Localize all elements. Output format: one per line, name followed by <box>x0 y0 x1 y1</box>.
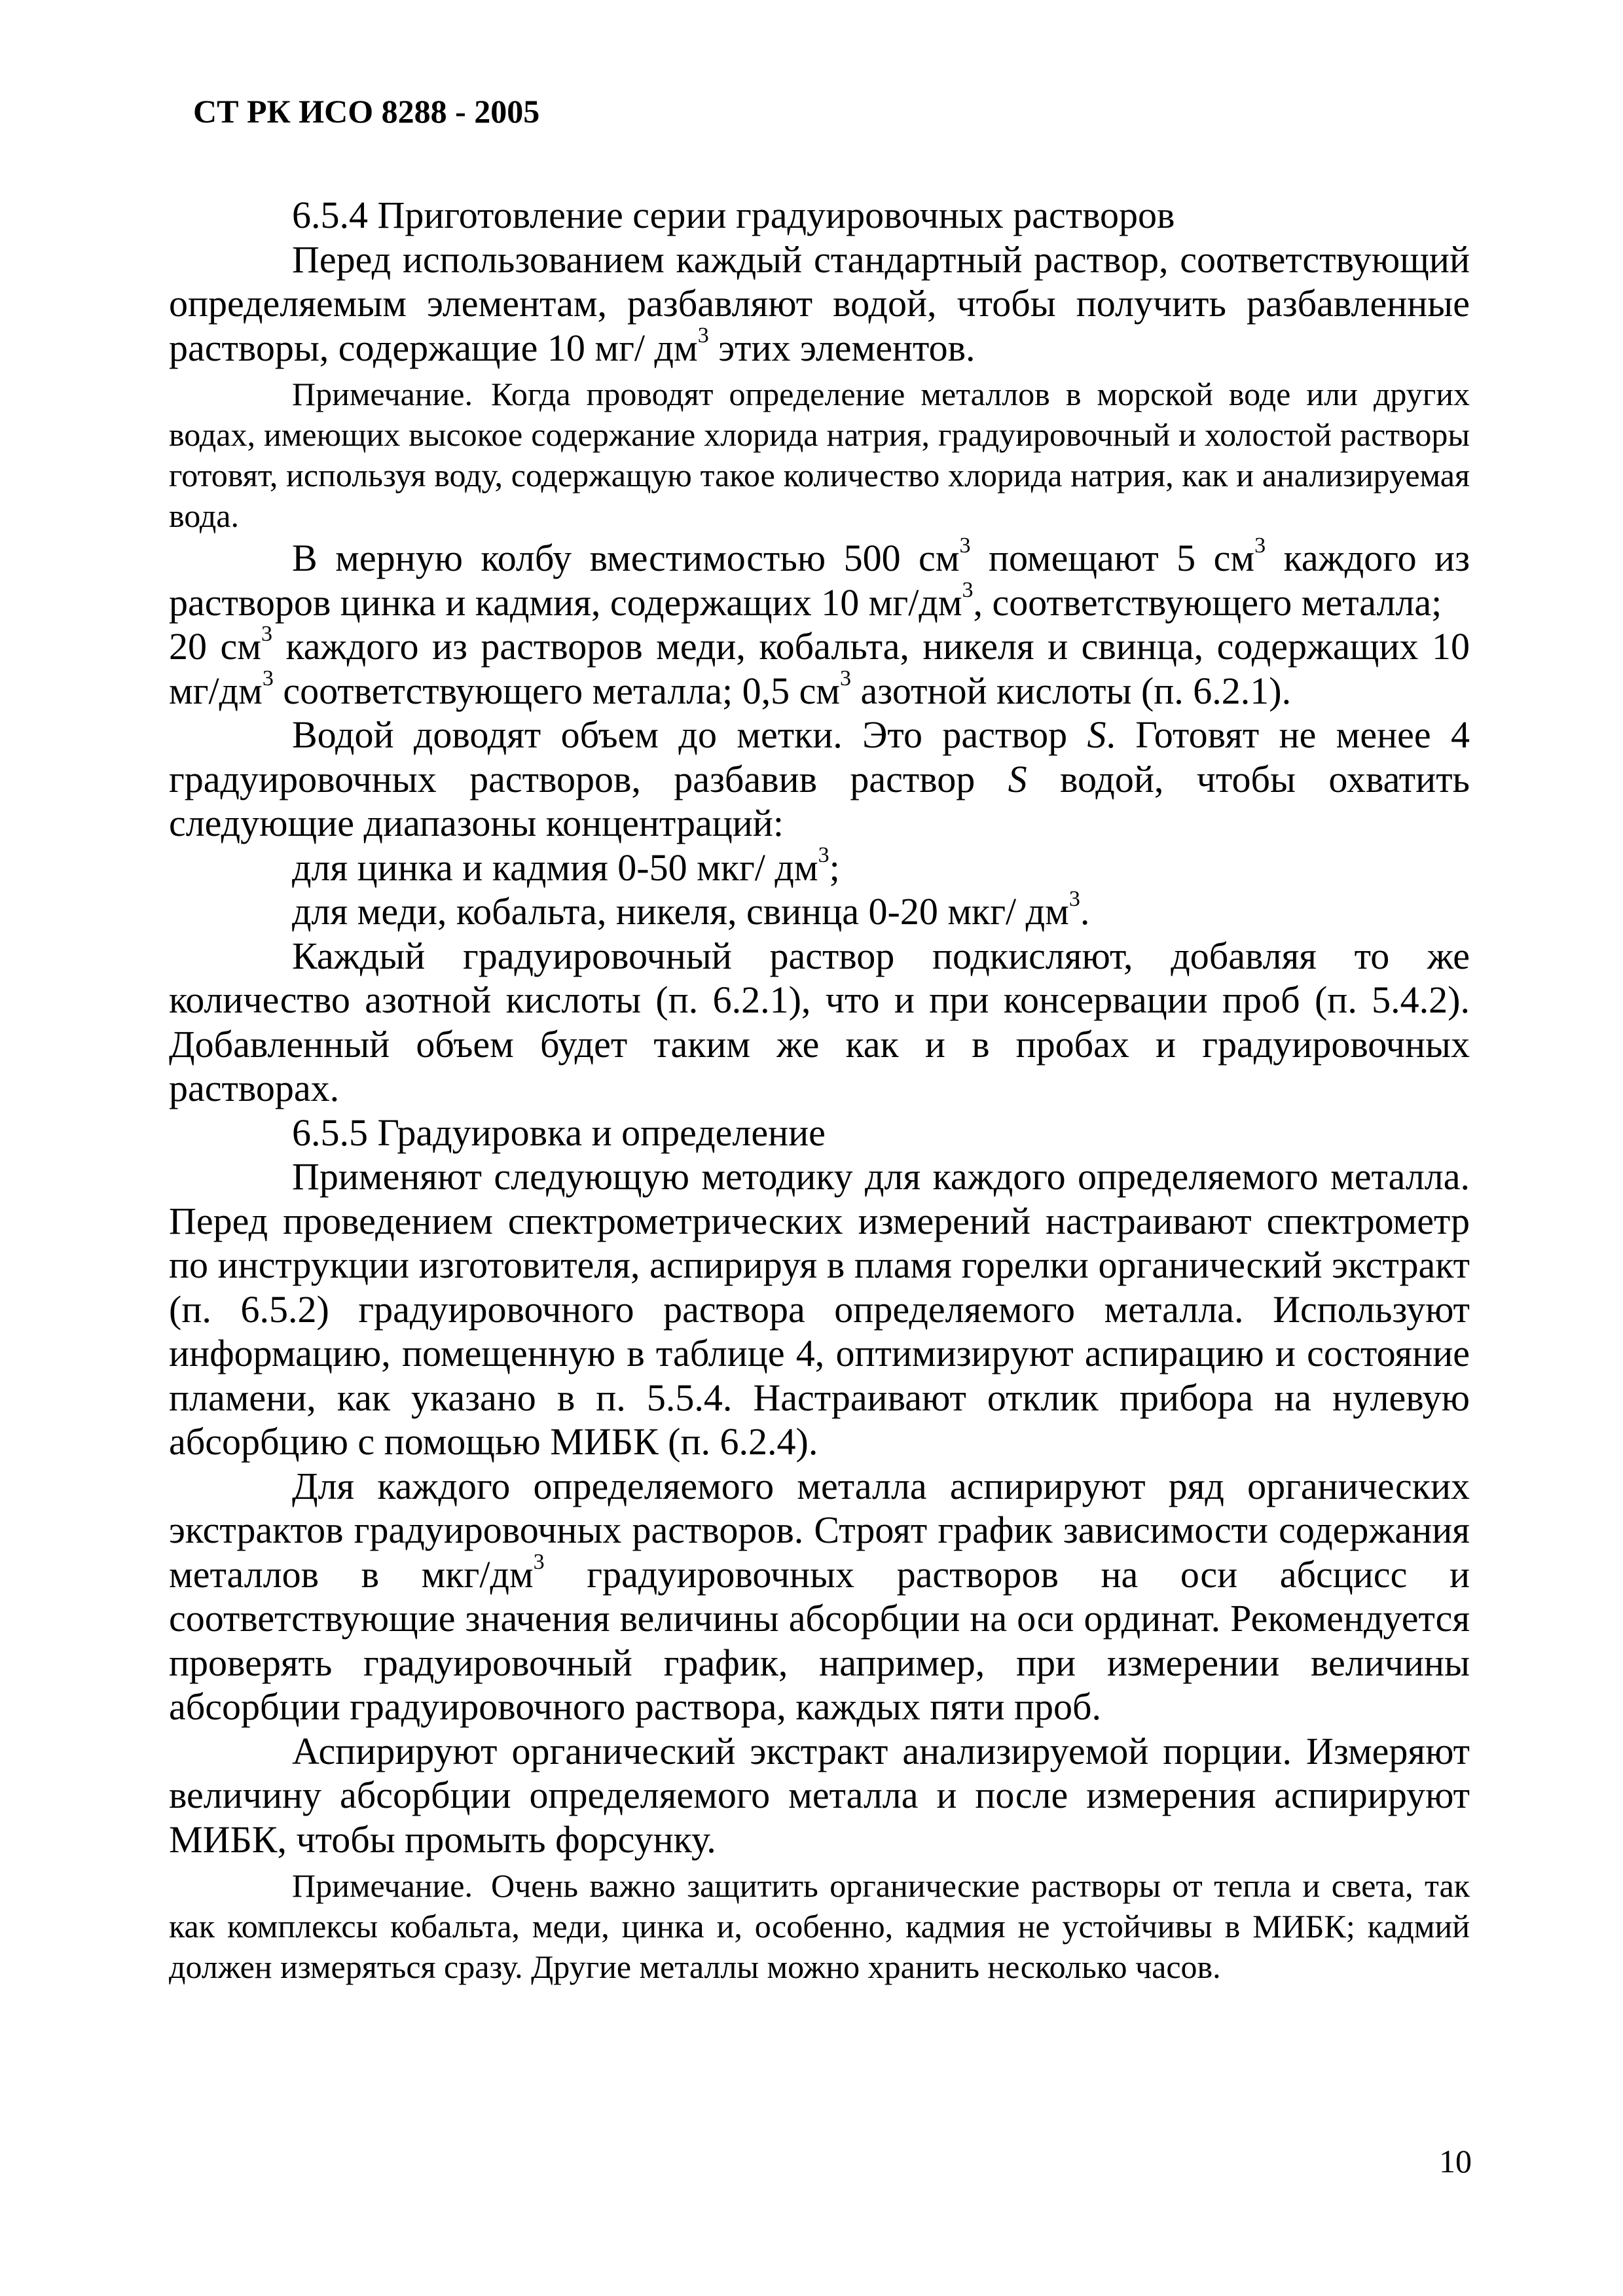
text-run: Водой доводят объем до метки. Это раствор <box>292 713 1087 756</box>
paragraph-acidify: Каждый градуировочный раствор подкисляют, добавляя то же количество азотной кислоты (п. 6.2.1), что и при консервации проб (п. 5.4.2). Добавленный объем будет таким же как и в пробах и градуировочных растворах. <box>169 934 1470 1109</box>
superscript: 3 <box>261 622 272 646</box>
text-run: , соответствующего металла; <box>973 581 1442 624</box>
range-item-copper-lead <box>169 889 1470 934</box>
superscript: 3 <box>840 666 852 691</box>
superscript: 3 <box>962 577 974 602</box>
page-content <box>169 193 1470 1987</box>
text-run: соответствующего металла; 0,5 см <box>273 669 841 712</box>
text-run: каждого из растворов меди, кобальта, никеля и свинца, содержащих 10 мг/дм <box>169 625 1470 712</box>
paragraph-copper-cobalt <box>169 624 1470 713</box>
superscript: 3 <box>1068 887 1080 911</box>
note-text: Очень важно защитить органические растворы от тепла и света, так как комплексы кобальта, меди, цинка и, особенно, кадмия не устойчивы в МИБК; кадмий должен измеряться сразу. Другие металлы можно хранить несколько часов. <box>169 1867 1470 1985</box>
paragraph-aspirate: Аспирируют органический экстракт анализируемой порции. Измеряют величину абсорбции определяемого металла и после измерения аспирируют МИБК, чтобы промыть форсунку. <box>169 1729 1470 1861</box>
variable-s: S <box>1087 713 1106 756</box>
paragraph-solution-s <box>169 713 1470 846</box>
superscript: 3 <box>818 842 830 867</box>
superscript: 3 <box>959 533 971 558</box>
note-seawater <box>169 374 1470 536</box>
text-run: ; <box>829 846 840 889</box>
superscript: 3 <box>1254 533 1266 558</box>
note-label: Примечание. <box>292 1867 473 1904</box>
text-run: каждого из растворов цинка и кадмия, содержащих 10 мг/дм <box>169 537 1470 624</box>
text-run: водой, чтобы охватить следующие диапазоны концентраций: <box>169 757 1470 844</box>
text-run: Перед использованием каждый стандартный раствор, соответствующий определяемым элементам, разбавляют водой, чтобы получить разбавленные растворы, содержащие 10 мг/ дм <box>169 238 1470 369</box>
text-run: 20 см <box>169 625 261 668</box>
text-run: для меди, кобальта, никеля, свинца 0-20 мкг/ дм <box>292 890 1069 933</box>
paragraph-dilution <box>169 238 1470 370</box>
superscript: 3 <box>262 666 274 691</box>
range-item-zinc-cadmium <box>169 842 1470 890</box>
note-protect-solutions <box>169 1865 1470 1987</box>
text-run: азотной кислоты (п. 6.2.1). <box>851 669 1292 712</box>
section-heading-6-5-4: 6.5.4 Приготовление серии градуировочных растворов <box>292 194 1175 236</box>
text-run: градуировочных растворов на оси абсцисс и соответствующие значения величины абсорбции на оси ординат. Рекомендуется проверять градуировочный график, например, при измерении величины абсорбции градуировочного раствора, каждых пяти проб. <box>169 1552 1470 1728</box>
superscript: 3 <box>533 1549 545 1574</box>
paragraph-volumetric-flask <box>169 533 1470 624</box>
text-run: . <box>1080 890 1090 933</box>
paragraph-calibration-graph <box>169 1464 1470 1729</box>
paragraph-method: Применяют следующую методику для каждого определяемого металла. Перед проведением спектрометрических измерений настраивают спектрометр по инструкции изготовителя, аспирируя в пламя горелки органический экстракт (п. 6.5.2) градуировочного раствора определяемого металла. Используют информацию, помещенную в таблице 4, оптимизируют аспирацию и состояние пламени, как указано в п. 5.5.4. Настраивают отклик прибора на нулевую абсорбцию с помощью МИБК (п. 6.2.4). <box>169 1155 1470 1463</box>
page-number: 10 <box>1439 2143 1472 2179</box>
text-run: этих элементов. <box>708 326 976 369</box>
note-label: Примечание. <box>292 376 473 412</box>
text-run: Для каждого определяемого металла аспирируют ряд органических экстрактов градуировочных растворов. Строят график зависимости содержания металлов в мкг/дм <box>169 1464 1470 1596</box>
superscript: 3 <box>697 323 709 348</box>
text-run: В мерную колбу вместимостью 500 см <box>292 537 960 579</box>
text-run: для цинка и кадмия 0-50 мкг/ дм <box>292 846 818 889</box>
variable-s: S <box>1008 757 1027 800</box>
document-code-header: СТ РК ИСО 8288 - 2005 <box>193 93 540 130</box>
note-text: Когда проводят определение металлов в морской воде или других водах, имеющих высокое содержание хлорида натрия, градуировочный и холостой растворы готовят, используя воду, содержащую такое количество хлорида натрия, как и анализируемая вода. <box>169 376 1470 534</box>
text-run: помещают 5 см <box>970 537 1255 579</box>
section-heading-6-5-5: 6.5.5 Градуировка и определение <box>292 1111 826 1154</box>
text-run: . Готовят не менее 4 градуировочных растворов, разбавив раствор <box>169 713 1470 800</box>
